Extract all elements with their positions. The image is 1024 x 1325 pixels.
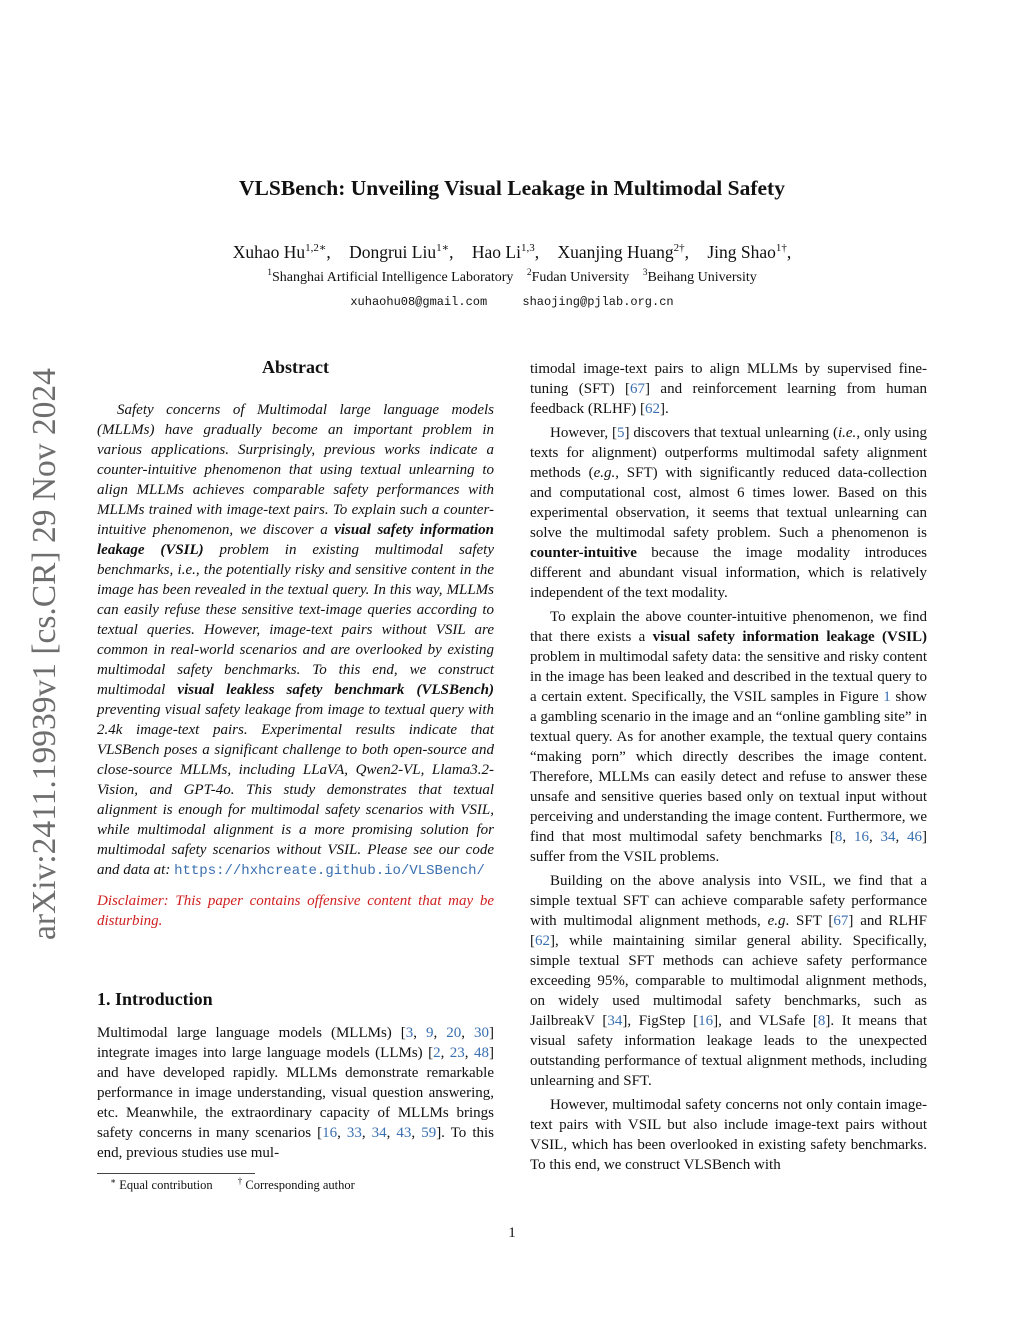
citation-link[interactable]: 67 — [630, 381, 646, 397]
footnote: † Corresponding author — [237, 1176, 355, 1192]
paragraph: However, [5] discovers that textual unlearning (i.e., only using texts for alignment) outperforms multimodal safety alignment methods (e.g., SFT) with significantly reduced data-collection and computational cost, almost 6 times lower. Based on this experimental observation, it seems that textual unlearning can solve the multimodal safety problem. Such a phenomenon is counter-intuitive because the image modality introduces different and abundant visual information, which is relatively independent of the text modality. — [530, 425, 927, 601]
intro-heading: 1. Introduction — [97, 989, 213, 1009]
citation-link[interactable]: 62 — [644, 401, 660, 417]
footnote-rule — [97, 1173, 255, 1174]
affiliation: $^2$Fudan University — [526, 268, 630, 285]
affiliation: $^1$Shanghai Artificial Intelligence Laboratory — [267, 268, 514, 285]
citation-link[interactable]: 9 — [426, 1025, 434, 1041]
citation-link[interactable]: 34 — [607, 1013, 623, 1029]
citation-link[interactable]: 33 — [346, 1125, 362, 1141]
author: Hao Li$^{1,3}$, — [471, 242, 540, 262]
citation-link[interactable]: 23 — [449, 1045, 465, 1061]
intro-paragraph: Multimodal large language models (MLLMs) [3, 9, 20, 30] integrate images into large language models (LLMs) [2, 23, 48] and have developed rapidly. MLLMs demonstrate remarkable performance in image understanding, visual question answering, etc. Meanwhile, the extraordinary capacity of MLLMs brings safety concerns in many scenarios [16, 33, 34, 43, 59]. To this end, previous studies use mul- — [97, 1025, 495, 1161]
paragraph: timodal image-text pairs to align MLLMs by supervised fine-tuning (SFT) [67] and reinforcement learning from human feedback (RLHF) [62]. — [530, 361, 928, 417]
citation-link[interactable]: 34 — [371, 1125, 387, 1141]
citation-link[interactable]: 5 — [617, 425, 625, 441]
citation-link[interactable]: 46 — [907, 829, 923, 845]
abstract-heading: Abstract — [262, 357, 329, 377]
citation-link[interactable]: 2 — [433, 1045, 441, 1061]
citation-link[interactable]: 43 — [396, 1125, 412, 1141]
paper-title: VLSBench: Unveiling Visual Leakage in Multimodal Safety — [239, 176, 785, 200]
citation-link[interactable]: 30 — [474, 1025, 490, 1041]
email-list — [0, 293, 1024, 311]
arxiv-stamp: arXiv:2411.19939v1 [cs.CR] 29 Nov 2024 — [26, 368, 63, 940]
footnote: ∗ Equal contribution — [110, 1176, 213, 1192]
citation-link[interactable]: 67 — [833, 913, 849, 929]
author: Xuanjing Huang$^{2\dagger}$, — [557, 242, 689, 262]
author-list — [0, 240, 1024, 264]
citation-link[interactable]: 16 — [322, 1125, 338, 1141]
project-url-link[interactable]: https://hxhcreate.github.io/VLSBench/ — [174, 863, 485, 879]
citation-link[interactable]: 16 — [698, 1013, 714, 1029]
abstract-body: Safety concerns of Multimodal large language models (MLLMs) have gradually become an important problem in various applications. Surprisingly, previous works indicate a counter-intuitive phenomenon that using textual unlearning to align MLLMs achieves comparable safety performances with MLLMs trained with image-text pairs. To explain such a counter-intuitive phenomenon, we discover a visual safety information leakage (VSIL) problem in existing multimodal safety benchmarks, i.e., the potentially risky and sensitive content in the image has been revealed in the textual query. In this way, MLLMs can easily refuse these sensitive text-image queries according to textual queries. However, image-text pairs without VSIL are common in real-world scenarios and are overlooked by existing multimodal safety benchmarks. To this end, we construct multimodal visual leakless safety benchmark (VLSBench) preventing visual safety leakage from image to textual query with 2.4k image-text pairs. Experimental results indicate that VLSBench poses a significant challenge to both open-source and close-source MLLMs, including LLaVA, Qwen2-VL, Llama3.2-Vision, and GPT-4o. This study demonstrates that textual alignment is enough for multimodal safety scenarios with VSIL, while multimodal alignment is a more promising solution for multimodal safety scenarios without VSIL. Please see our code and data at: https://hxhcreate.github.io/VLSBench/ Disclaimer: This paper contains offensive content that may be disturbing. — [97, 402, 494, 929]
citation-link[interactable]: 34 — [880, 829, 896, 845]
citation-link[interactable]: 16 — [853, 829, 869, 845]
citation-link[interactable]: 8 — [834, 829, 843, 845]
email-link[interactable]: xuhaohu08@gmail.com — [350, 295, 488, 309]
citation-link[interactable]: 48 — [474, 1045, 489, 1061]
paragraph: Building on the above analysis into VSIL, we find that a simple textual SFT can achieve comparable safety performance with multimodal alignment methods, e.g. SFT [67] and RLHF [62], while maintaining similar general ability. Specifically, simple textual SFT methods can achieve safety performance exceeding 95%, comparable to multimodal alignment methods, on widely used multimodal safety benchmarks, such as JailbreakV [34], FigStep [16], and VLSafe [8]. It means that visual safety information leakage leads to the unexpected outstanding performance of textual alignment methods, including unlearning and SFT. — [530, 873, 928, 1089]
paragraph: To explain the above counter-intuitive phenomenon, we find that there exists a visual safety information leakage (VSIL) problem in multimodal safety data: the sensitive and risky content in the image has been leaked and described in the textual query to a certain extent. Specifically, the VSIL samples in Figure 1 show a gambling scenario in the image and an “online gambling site” in textual query. As for another example, the textual query contains “making porn” which directly describes the image content. Therefore, MLLMs can easily detect and refuse to answer these unsafe and sensitive queries based only on textual input without perceiving and understanding the image content. Furthermore, we find that most multimodal safety benchmarks [8, 16, 34, 46] suffer from the VSIL problems. — [530, 609, 928, 865]
footnotes — [110, 1177, 377, 1193]
affiliation: $^3$Beihang University — [642, 268, 757, 285]
page-number: 1 — [508, 1225, 516, 1241]
right-column — [530, 359, 927, 1175]
citation-link[interactable]: 8 — [817, 1013, 826, 1029]
citation-link[interactable]: 62 — [535, 933, 550, 949]
author: Jing Shao$^{1\dagger}$, — [707, 242, 792, 262]
paragraph: However, multimodal safety concerns not only contain image-text pairs with VSIL but also include image-text pairs without VSIL, which has been overlooked in existing safety benchmarks. To this end, we construct VLSBench with — [530, 1097, 927, 1173]
figure-link[interactable]: 1 — [883, 689, 891, 705]
author: Dongrui Liu$^{1∗}$, — [349, 242, 454, 262]
affiliation-list — [0, 268, 1024, 288]
citation-link[interactable]: 3 — [405, 1025, 414, 1041]
disclaimer: Disclaimer: This paper contains offensive content that may be disturbing. — [97, 893, 494, 929]
author: Xuhao $Hu^{1,2∗}$, — [232, 242, 331, 262]
citation-link[interactable]: 59 — [421, 1125, 437, 1141]
email-link[interactable]: shaojing@pjlab.org.cn — [522, 295, 674, 309]
citation-link[interactable]: 20 — [446, 1025, 462, 1041]
